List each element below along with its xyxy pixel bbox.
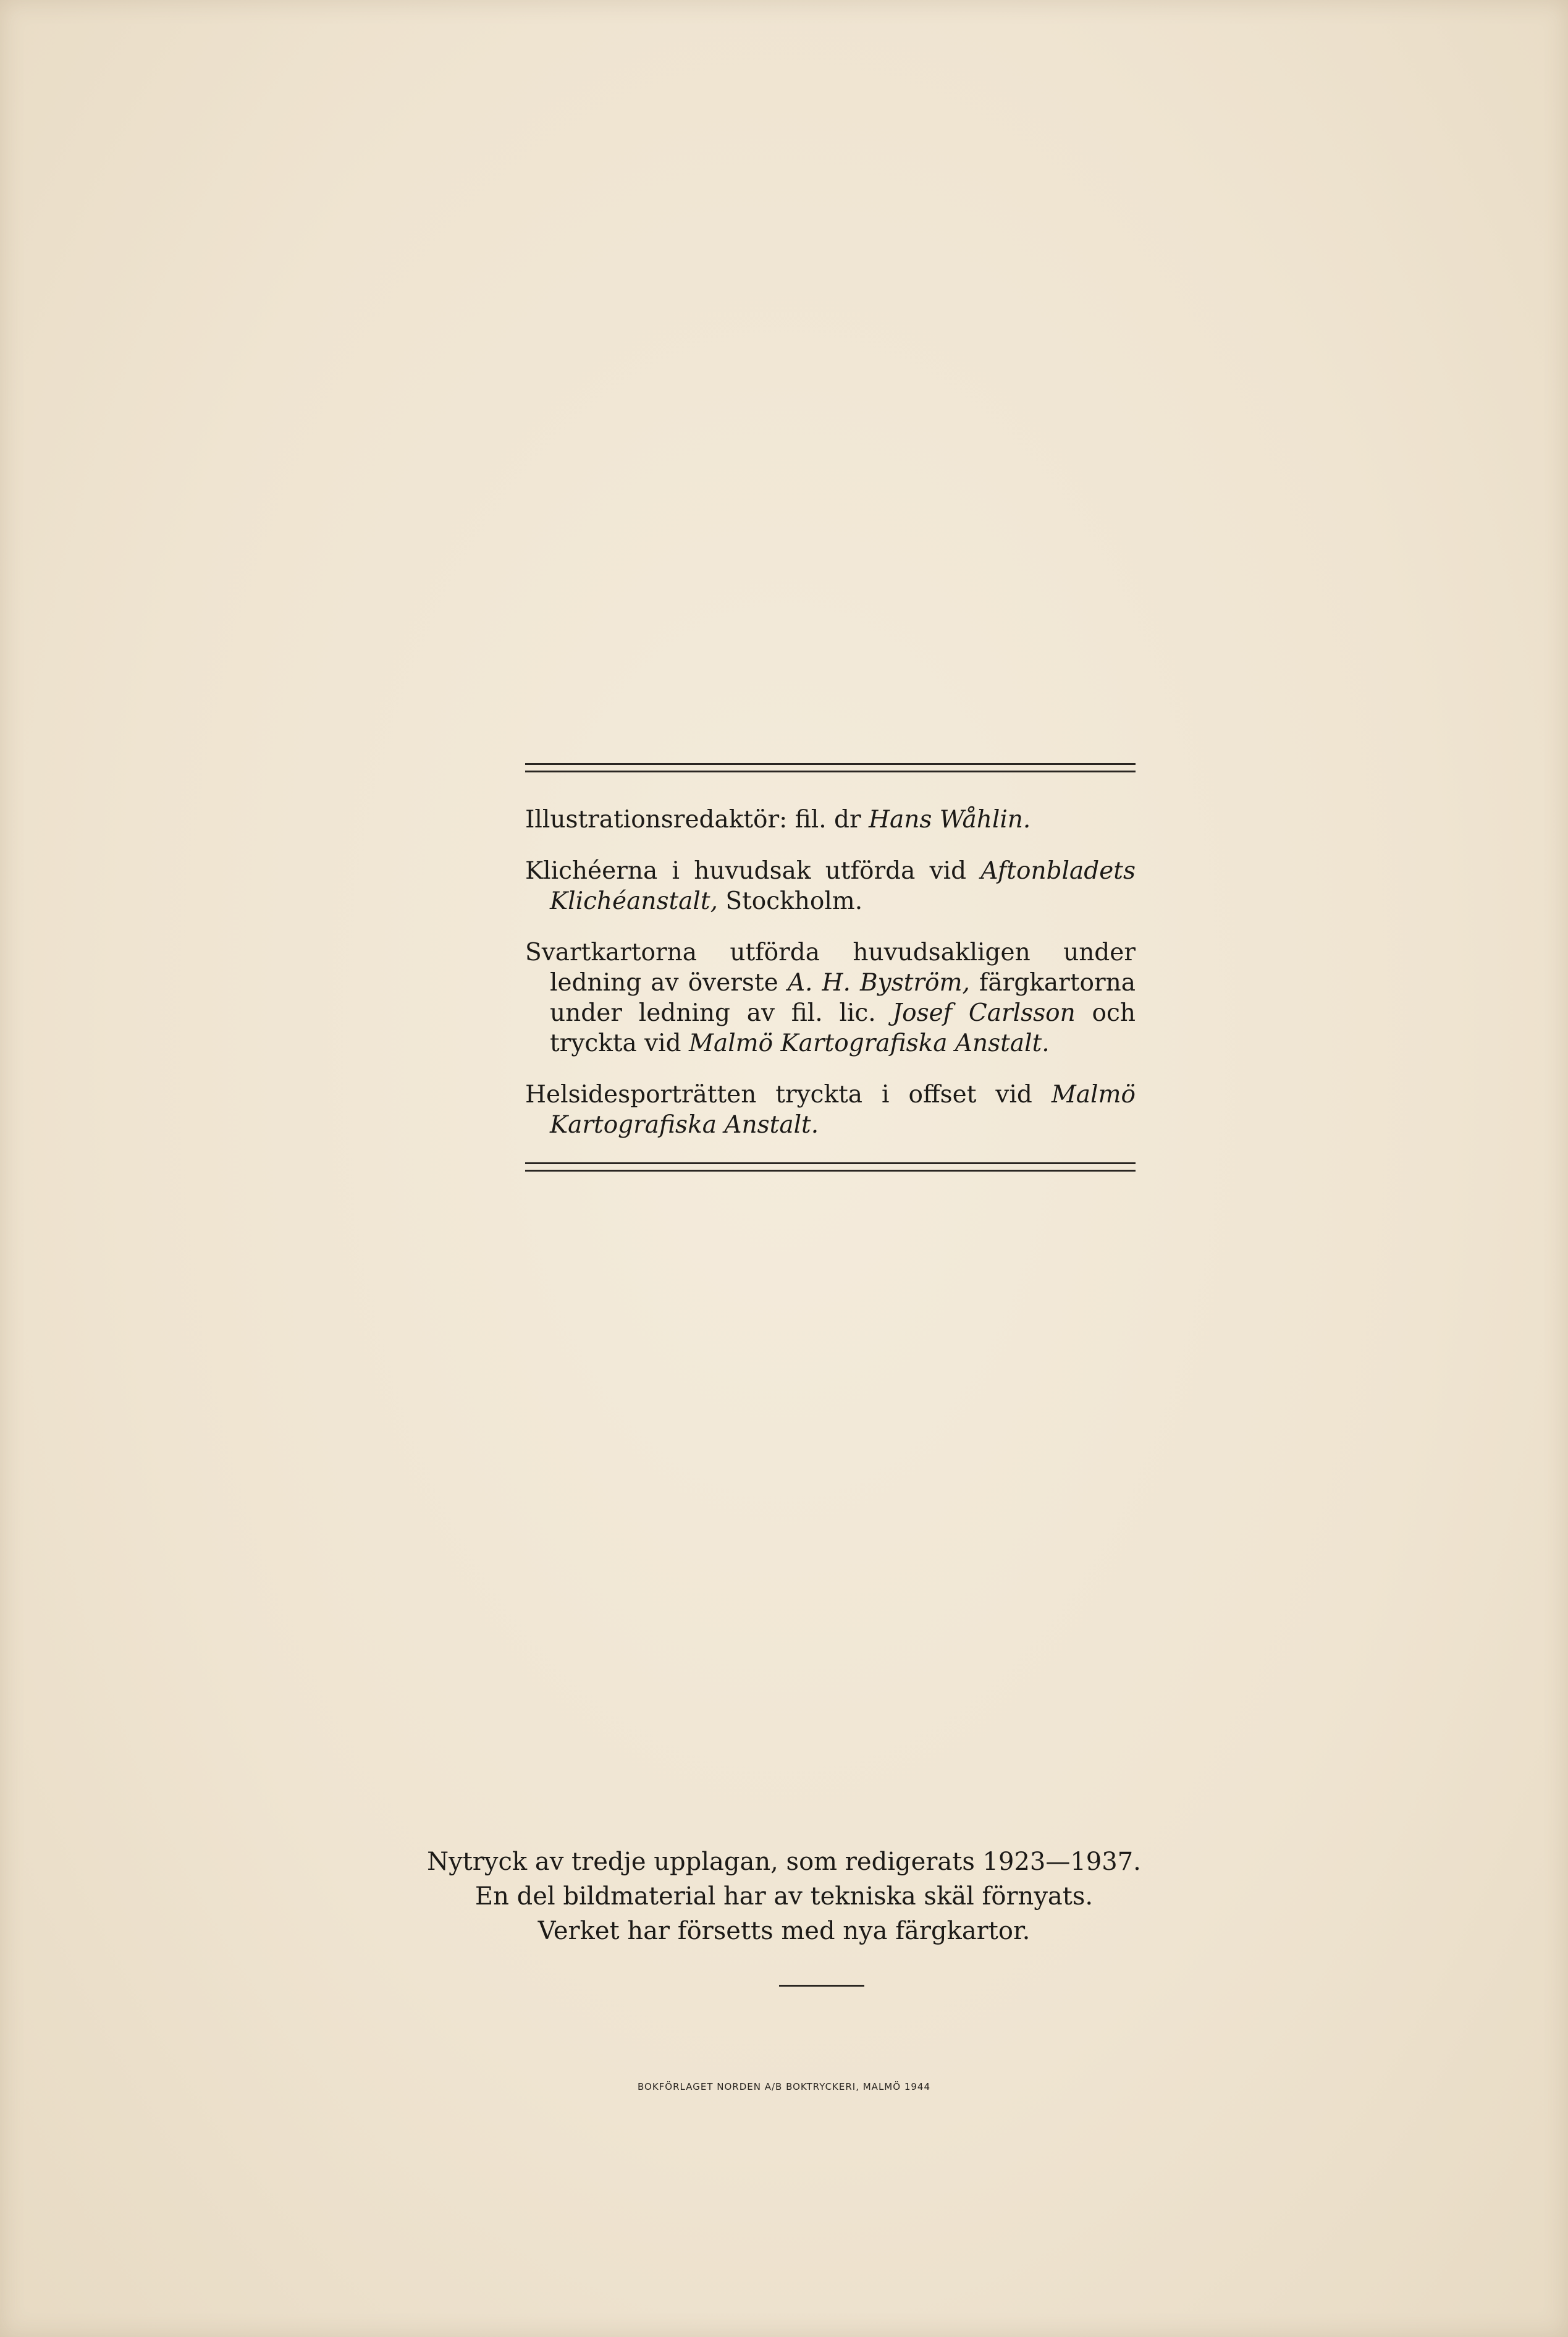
credit-text: Klichéerna i huvudsak utförda vid	[525, 857, 981, 885]
credit-name: Aftonbladets Klichéanstalt,	[550, 857, 1136, 915]
credit-illustrations	[525, 805, 1136, 835]
short-rule	[779, 1985, 864, 1987]
credit-text: och tryckta vid	[550, 999, 1136, 1057]
credit-text: Svartkartorna utförda huvudsakligen under ledning av överste	[525, 939, 1136, 997]
edition-note	[0, 1845, 1568, 1948]
printer-imprint: BOKFÖRLAGET NORDEN A/B BOKTRYCKERI, MALMÖ 1944	[638, 2081, 930, 2092]
credit-name: A. H. Byström,	[787, 969, 970, 997]
edition-note-line: Nytryck av tredje upplagan, som redigerats 1923—1937.	[427, 1848, 1141, 1876]
credit-portraits	[525, 1080, 1136, 1140]
credit-name: Hans Wåhlin.	[869, 806, 1031, 834]
credit-name: Malmö Kartografiska Anstalt.	[550, 1081, 1136, 1139]
credits-block	[525, 763, 1136, 1172]
edition-note-line: Verket har försetts med nya färgkartor.	[537, 1917, 1031, 1945]
double-rule-bottom	[525, 1162, 1136, 1172]
credit-cliches	[525, 856, 1136, 916]
credit-name: Josef Carlsson	[892, 999, 1076, 1027]
credit-text: Stockholm.	[717, 887, 863, 915]
double-rule-top	[525, 763, 1136, 772]
edition-note-line: En del bildmaterial har av tekniska skäl förnyats.	[474, 1882, 1094, 1911]
credit-maps	[525, 937, 1136, 1059]
credit-text: Illustrationsredaktör: fil. dr	[525, 806, 869, 834]
credit-text: färgkartorna under ledning av fil. lic.	[550, 969, 1136, 1027]
credit-text: Helsidesporträtten tryckta i offset vid	[525, 1081, 1052, 1109]
credit-name: Malmö Kartografiska Anstalt.	[689, 1029, 1050, 1057]
